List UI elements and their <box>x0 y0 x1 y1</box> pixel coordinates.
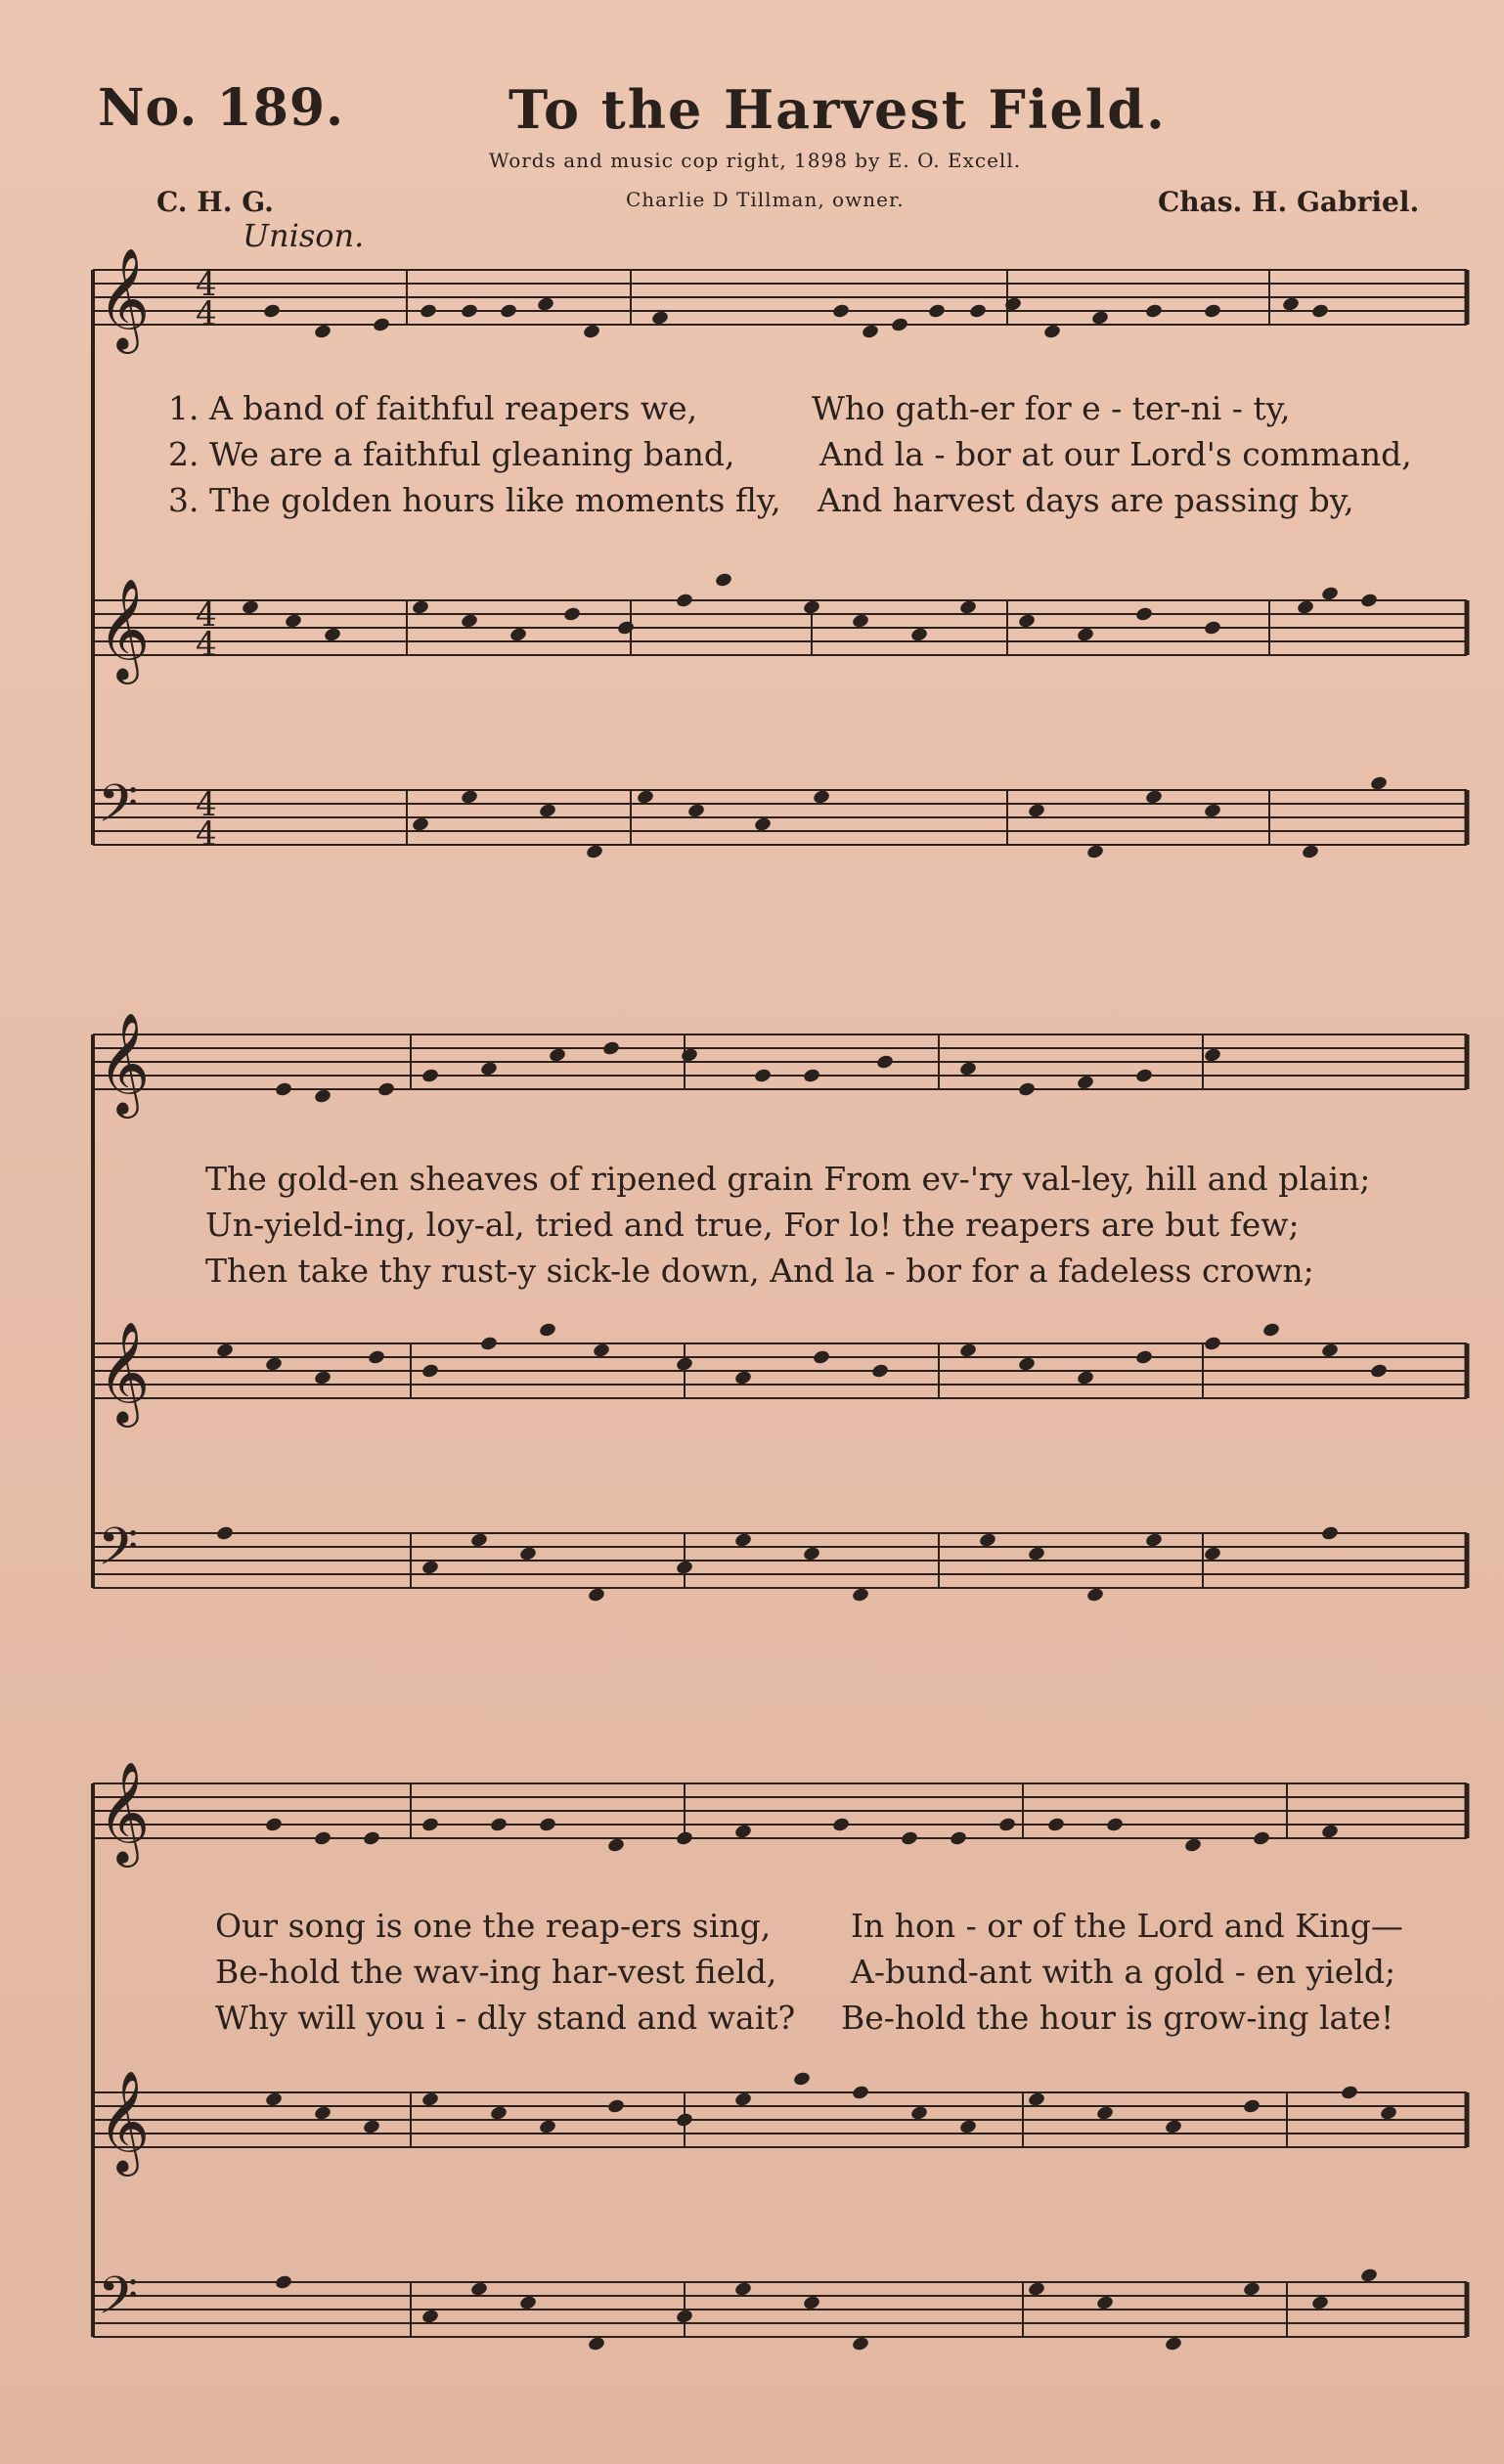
note-head <box>1046 1817 1065 1833</box>
note-head <box>733 1824 752 1840</box>
treble-clef: 𝄞 <box>98 2070 151 2173</box>
bass-clef: 𝄢 <box>98 1518 139 1590</box>
note-head <box>875 1054 894 1071</box>
note-head <box>1252 1830 1270 1847</box>
time-signature-bottom: 4 <box>196 625 217 664</box>
note-head <box>274 1081 292 1098</box>
note-head <box>1203 1546 1221 1562</box>
treble-clef: 𝄞 <box>98 1761 151 1864</box>
note-head <box>548 1047 566 1064</box>
note-head <box>978 1532 996 1549</box>
note-head <box>616 620 635 637</box>
note-head <box>1027 2091 1045 2108</box>
note-head <box>714 572 732 589</box>
treble-clef: 𝄞 <box>98 247 151 350</box>
note-head <box>479 1336 498 1352</box>
note-head <box>802 1068 820 1084</box>
note-head <box>1085 1587 1104 1604</box>
note-head <box>1017 1356 1036 1373</box>
note-head <box>538 1817 556 1833</box>
note-head <box>675 1560 693 1576</box>
note-head <box>489 1817 508 1833</box>
lyric-line: The gold-en sheaves of ripened grain From ev-'ry val-ley, hill and plain; <box>205 1160 1371 1198</box>
note-head <box>949 1830 967 1847</box>
note-head <box>606 2098 625 2115</box>
lyric-line: Who gath-er for e - ter-ni - ty, <box>812 389 1291 427</box>
note-head <box>1310 2295 1329 2311</box>
note-head <box>733 1532 752 1549</box>
note-head <box>636 789 654 806</box>
note-head <box>1320 586 1339 602</box>
time-signature-bottom: 4 <box>196 814 217 854</box>
note-head <box>1027 1546 1045 1562</box>
note-head <box>420 1560 439 1576</box>
note-head <box>362 2119 380 2135</box>
note-head <box>606 1837 625 1854</box>
note-head <box>890 317 908 333</box>
note-head <box>675 1356 693 1373</box>
copyright-line: Words and music cop right, 1898 by E. O. Excell. <box>489 149 1022 172</box>
note-head <box>909 2105 928 2122</box>
note-head <box>411 599 429 616</box>
note-head <box>1261 1322 1280 1339</box>
note-head <box>1164 2119 1182 2135</box>
note-head <box>420 2309 439 2325</box>
note-head <box>968 303 987 320</box>
note-head <box>479 1061 498 1078</box>
note-head <box>861 324 879 340</box>
note-head <box>587 1587 605 1604</box>
note-head <box>927 303 946 320</box>
note-head <box>1085 844 1104 860</box>
note-head <box>420 1817 439 1833</box>
lyric-line: Our song is one the reap-ers sing, <box>215 1907 772 1945</box>
note-head <box>1203 620 1221 637</box>
time-signature-bottom: 4 <box>196 294 217 333</box>
note-head <box>909 627 928 643</box>
note-head <box>802 599 820 616</box>
note-head <box>1320 1824 1339 1840</box>
time-signature-top: 4 <box>196 595 217 635</box>
note-head <box>262 303 281 320</box>
note-head <box>313 1088 332 1105</box>
note-head <box>1203 1336 1221 1352</box>
note-head <box>1203 1047 1221 1064</box>
note-head <box>1090 310 1109 327</box>
note-head <box>585 844 603 860</box>
note-head <box>499 303 517 320</box>
lyric-line: 2. We are a faithful gleaning band, <box>168 435 735 473</box>
note-head <box>1242 2098 1261 2115</box>
note-head <box>538 2119 556 2135</box>
note-head <box>1095 2105 1114 2122</box>
note-head <box>509 627 527 643</box>
note-head <box>851 2085 869 2101</box>
note-head <box>1134 606 1153 623</box>
lyric-line: Un-yield-ing, loy-al, tried and true, For lo! the reapers are but few; <box>205 1206 1300 1244</box>
lyric-line: 3. The golden hours like moments fly, <box>168 481 781 519</box>
note-head <box>733 1370 752 1386</box>
note-head <box>1076 627 1094 643</box>
note-head <box>367 1349 385 1366</box>
note-head <box>1105 1817 1124 1833</box>
note-head <box>215 1525 234 1542</box>
note-head <box>419 303 437 320</box>
note-head <box>1076 1075 1094 1091</box>
note-head <box>241 599 259 616</box>
note-head <box>733 2091 752 2108</box>
note-head <box>538 1322 556 1339</box>
note-head <box>1320 1525 1339 1542</box>
note-head <box>1134 1349 1153 1366</box>
note-head <box>1164 2336 1182 2353</box>
note-head <box>536 296 554 313</box>
note-head <box>1369 1363 1388 1380</box>
lyricist-credit: C. H. G. <box>156 186 274 218</box>
time-signature-top: 4 <box>196 785 217 824</box>
note-head <box>264 2091 283 2108</box>
note-head <box>376 1081 395 1098</box>
lyric-line: Why will you i - dly stand and wait? <box>215 1999 796 2037</box>
time-signature-top: 4 <box>196 265 217 304</box>
note-head <box>831 1817 850 1833</box>
note-head <box>562 606 581 623</box>
treble-clef: 𝄞 <box>98 578 151 681</box>
note-head <box>460 613 478 630</box>
note-head <box>851 613 869 630</box>
note-head <box>1095 2295 1114 2311</box>
note-head <box>1134 1068 1153 1084</box>
note-head <box>469 2281 488 2298</box>
note-head <box>900 1830 918 1847</box>
note-head <box>675 1830 693 1847</box>
note-head <box>489 2105 508 2122</box>
note-head <box>1017 613 1036 630</box>
note-head <box>1027 2281 1045 2298</box>
note-head <box>215 1342 234 1359</box>
note-head <box>1203 303 1221 320</box>
unison-direction: Unison. <box>243 217 365 254</box>
note-head <box>420 2091 439 2108</box>
note-head <box>958 2119 977 2135</box>
lyric-line: And harvest days are passing by, <box>818 481 1354 519</box>
note-head <box>1301 844 1319 860</box>
note-head <box>1310 303 1329 320</box>
note-head <box>958 1342 977 1359</box>
note-head <box>323 627 341 643</box>
note-head <box>802 1546 820 1562</box>
note-head <box>460 303 478 320</box>
note-head <box>675 2309 693 2325</box>
note-head <box>792 2071 811 2088</box>
note-head <box>518 1546 537 1562</box>
composer-credit: Chas. H. Gabriel. <box>1158 186 1420 218</box>
hymn-number: No. 189. <box>98 78 345 138</box>
note-head <box>313 1370 332 1386</box>
note-head <box>1296 599 1314 616</box>
treble-clef: 𝄞 <box>98 1321 151 1424</box>
hymn-title: To the Harvest Field. <box>509 78 1167 141</box>
note-head <box>753 1068 772 1084</box>
note-head <box>675 2112 693 2129</box>
note-head <box>851 1587 869 1604</box>
note-head <box>650 310 669 327</box>
note-head <box>538 803 556 819</box>
note-head <box>1144 789 1163 806</box>
note-head <box>997 1817 1016 1833</box>
lyric-line: A-bund-ant with a gold - en yield; <box>851 1953 1396 1991</box>
note-head <box>831 303 850 320</box>
note-head <box>313 1830 332 1847</box>
note-head <box>1281 296 1300 313</box>
note-head <box>284 613 302 630</box>
note-head <box>1369 775 1388 792</box>
note-head <box>1144 303 1163 320</box>
note-head <box>264 1817 283 1833</box>
note-head <box>1183 1837 1202 1854</box>
lyric-line: Be-hold the hour is grow-ing late! <box>841 1999 1394 2037</box>
note-head <box>1027 803 1045 819</box>
note-head <box>1340 2085 1358 2101</box>
note-head <box>601 1040 620 1057</box>
note-head <box>1144 1532 1163 1549</box>
treble-clef: 𝄞 <box>98 1012 151 1115</box>
note-head <box>1203 803 1221 819</box>
note-head <box>870 1363 889 1380</box>
note-head <box>313 2105 332 2122</box>
note-head <box>582 324 600 340</box>
note-head <box>518 2295 537 2311</box>
note-head <box>274 2274 292 2291</box>
note-head <box>812 1349 830 1366</box>
lyric-line: Be-hold the wav-ing har-vest field, <box>215 1953 777 1991</box>
note-head <box>851 2336 869 2353</box>
note-head <box>420 1363 439 1380</box>
note-head <box>1042 324 1061 340</box>
lyric-line: And la - bor at our Lord's command, <box>819 435 1412 473</box>
bass-clef: 𝄢 <box>98 774 139 847</box>
lyric-line: Then take thy rust-y sick-le down, And la - bor for a fadeless crown; <box>205 1252 1314 1290</box>
note-head <box>411 816 429 833</box>
note-head <box>469 1532 488 1549</box>
note-head <box>1359 2267 1378 2284</box>
note-head <box>812 789 830 806</box>
note-head <box>680 1047 698 1064</box>
note-head <box>1379 2105 1397 2122</box>
lyric-line: 1. A band of faithful reapers we, <box>168 389 698 427</box>
note-head <box>1017 1081 1036 1098</box>
note-head <box>372 317 390 333</box>
note-head <box>1320 1342 1339 1359</box>
note-head <box>753 816 772 833</box>
bass-clef: 𝄢 <box>98 2266 139 2339</box>
lyric-line: In hon - or of the Lord and King— <box>851 1907 1403 1945</box>
note-head <box>675 593 693 609</box>
note-head <box>460 789 478 806</box>
note-head <box>802 2295 820 2311</box>
note-head <box>313 324 332 340</box>
note-head <box>362 1830 380 1847</box>
note-head <box>1076 1370 1094 1386</box>
note-head <box>958 1061 977 1078</box>
note-head <box>686 803 705 819</box>
note-head <box>592 1342 610 1359</box>
note-head <box>958 599 977 616</box>
note-head <box>1242 2281 1261 2298</box>
note-head <box>264 1356 283 1373</box>
copyright-owner: Charlie D Tillman, owner. <box>626 188 905 211</box>
note-head <box>587 2336 605 2353</box>
note-head <box>420 1068 439 1084</box>
note-head <box>733 2281 752 2298</box>
note-head <box>1359 593 1378 609</box>
